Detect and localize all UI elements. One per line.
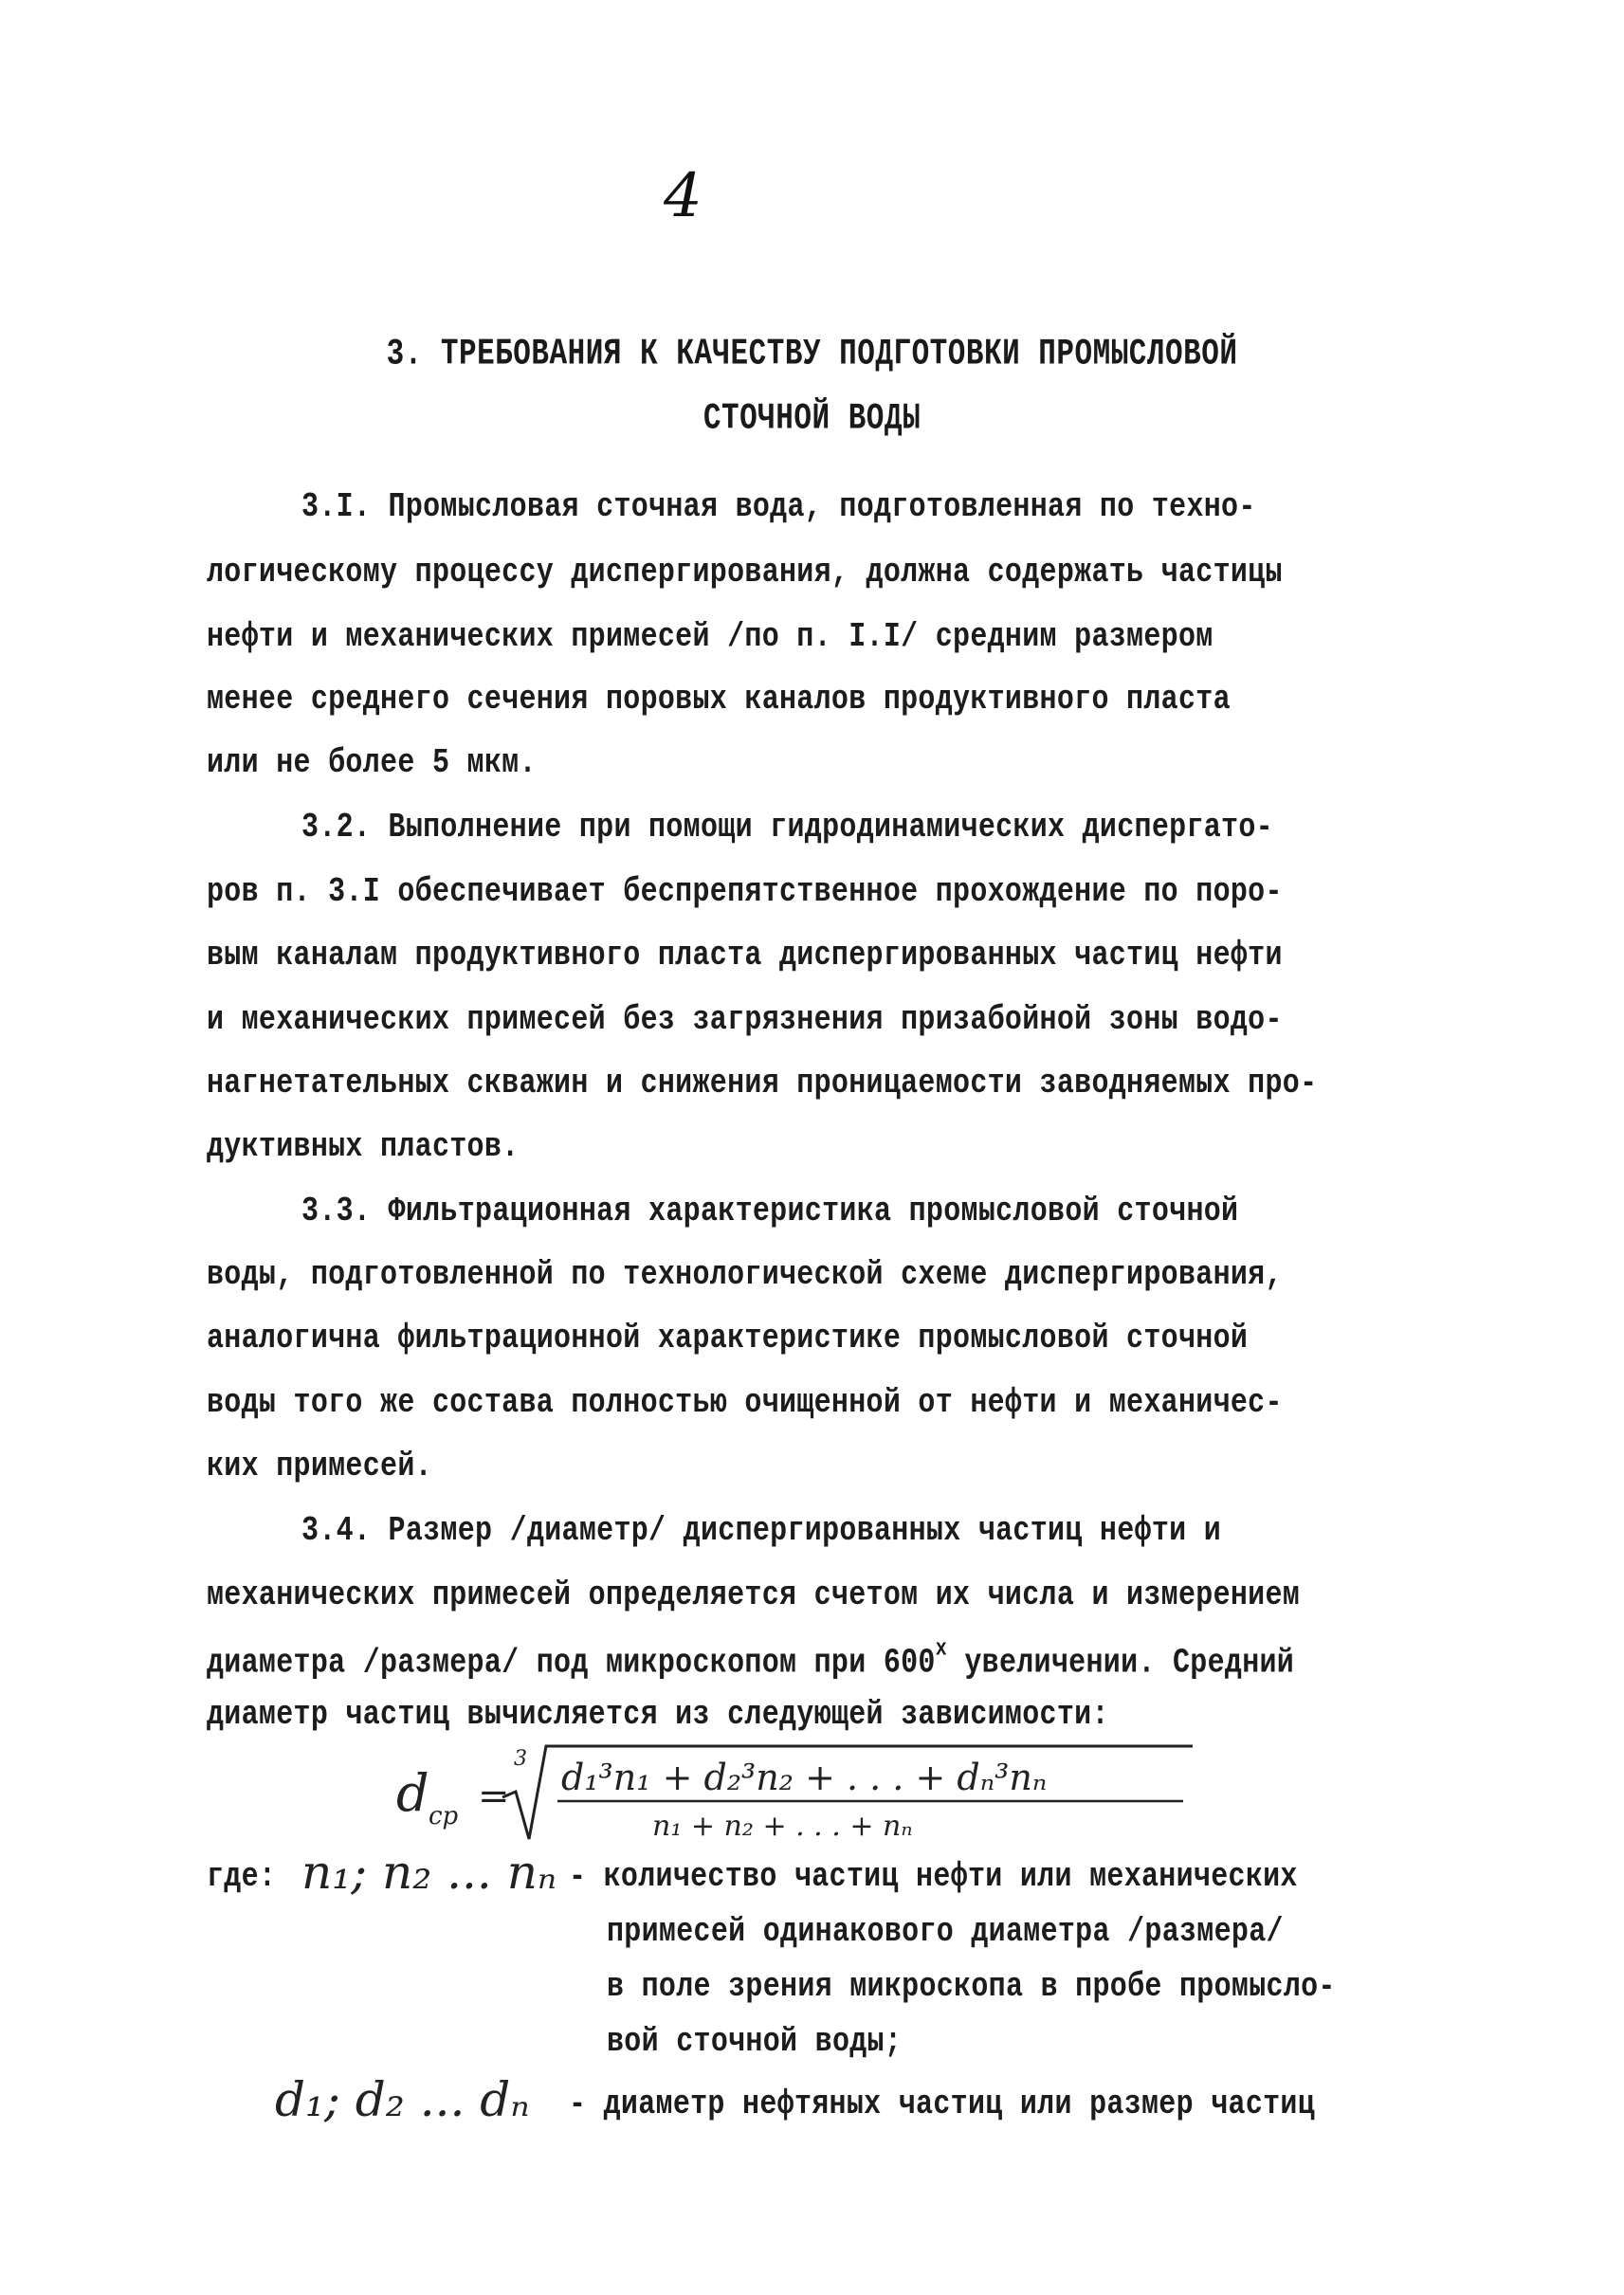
legend-n-desc: - количество частиц нефти или механических: [569, 1858, 1298, 1897]
legend-n-desc: вой сточной воды;: [607, 2023, 903, 2062]
legend-n-desc: примесей одинакового диаметра /размера/: [607, 1913, 1284, 1952]
section-title-line2: СТОЧНОЙ ВОДЫ: [703, 398, 921, 440]
text-line: или не более 5 мкм.: [207, 744, 537, 783]
equals-sign: =: [478, 1775, 510, 1818]
text-line: 3.2. Выполнение при помощи гидродинамических диспергато-: [301, 809, 1273, 847]
text-line: нагнетательных скважин и снижения проницаемости заводняемых про-: [207, 1065, 1318, 1103]
text-line: менее среднего сечения поровых каналов продуктивного пласта: [207, 681, 1231, 719]
legend-d-symbols: d₁; d₂ ... dₙ: [275, 2072, 530, 2127]
text-line: ких примесей.: [207, 1448, 432, 1486]
text-line: диаметр частиц вычисляется из следующей зависимости:: [207, 1696, 1109, 1735]
formula-lhs-sub: ср: [429, 1802, 459, 1831]
mean-diameter-formula: [396, 1742, 1212, 1847]
text-line: воды, подготовленной по технологической схеме диспергирования,: [207, 1256, 1283, 1295]
text-line: ров п. 3.I обеспечивает беспрепятственное прохождение по поро-: [207, 873, 1283, 912]
text-line: 3.I. Промысловая сточная вода, подготовленная по техно-: [301, 488, 1256, 527]
legend-n-symbols: n₁; n₂ ... nₙ: [301, 1845, 557, 1900]
text-line: логическому процессу диспергирования, должна содержать частицы: [207, 554, 1283, 592]
text-line: 3.3. Фильтрационная характеристика промысловой сточной: [301, 1193, 1239, 1231]
text-line-head: диаметра /размера/ под микроскопом при 600: [207, 1644, 936, 1684]
text-line: аналогична фильтрационной характеристике промысловой сточной: [207, 1320, 1249, 1358]
text-line: механических примесей определяется счетом их числа и измерением: [207, 1576, 1301, 1615]
text-line: дуктивных пластов.: [207, 1128, 520, 1167]
text-line: [207, 1636, 1295, 1684]
legend-n-desc: в поле зрения микроскопа в пробе промысло-: [607, 1968, 1336, 2007]
formula-root-index: 3: [514, 1747, 527, 1771]
legend-where: где:: [207, 1858, 277, 1897]
text-line: и механических примесей без загрязнения призабойной зоны водо-: [207, 1001, 1283, 1040]
section-title-line1: 3. ТРЕБОВАНИЯ К КАЧЕСТВУ ПОДГОТОВКИ ПРОМЫСЛОВОЙ: [386, 334, 1238, 375]
text-line: вым каналам продуктивного пласта диспергированных частиц нефти: [207, 937, 1283, 975]
text-line-tail: увеличении. Средний: [947, 1644, 1295, 1684]
formula-denominator: n₁ + n₂ + . . . + nₙ: [652, 1810, 913, 1843]
text-line: 3.4. Размер /диаметр/ диспергированных частиц нефти и: [301, 1512, 1222, 1551]
magnification-superscript: х: [935, 1636, 948, 1663]
text-line: нефти и механических примесей /по п. I.I/ средним размером: [207, 618, 1213, 657]
formula-lhs: d: [396, 1763, 429, 1823]
text-line: воды того же состава полностью очищенной от нефти и механичес-: [207, 1384, 1283, 1423]
formula-numerator: d₁³n₁ + d₂³n₂ + . . . + dₙ³nₙ: [561, 1757, 1048, 1798]
page-number: 4: [664, 161, 703, 231]
legend-d-desc: - диаметр нефтяных частиц или размер частиц: [569, 2086, 1316, 2124]
